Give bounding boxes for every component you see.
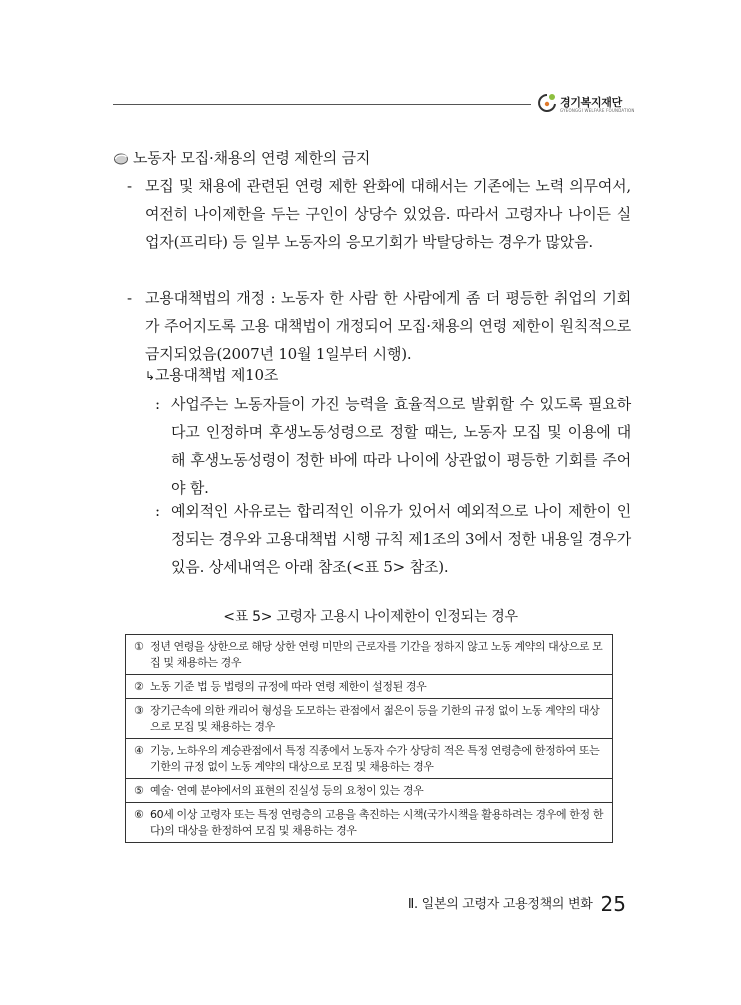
clause	[155, 497, 631, 581]
clause	[155, 390, 631, 502]
row-number: ⑤	[134, 784, 144, 797]
paragraph-text: 고용대책법의 개정 : 노동자 한 사람 한 사람에게 좀 더 평등한 취업의 기회가 주어지도록 고용 대책법이 개정되어 모집·채용의 연령 제한이 원칙적으로 금지되었음(2007년 10월 1일부터 시행).	[145, 289, 631, 363]
exceptions-table	[125, 634, 613, 843]
org-subtitle: GYEONGGI WELFARE FOUNDATION	[560, 108, 635, 113]
row-number: ①	[134, 640, 144, 653]
row-number: ②	[134, 680, 144, 693]
table-row	[126, 699, 612, 739]
table-row	[126, 803, 612, 842]
colon-marker: :	[155, 502, 160, 520]
dash-marker: -	[127, 177, 132, 195]
paragraph	[127, 284, 631, 368]
row-text: 정년 연령을 상한으로 해당 상한 연령 미만의 근로자를 기간을 정하지 않고 노동 계약의 대상으로 모집 및 채용하는 경우	[150, 640, 603, 669]
section-title	[113, 144, 633, 172]
subhead	[145, 361, 278, 390]
paragraph	[127, 172, 631, 256]
row-text: 기능, 노하우의 계승관점에서 특정 직종에서 노동자 수가 상당히 적은 특정 연령층에 한정하여 또는 기한의 규정 없이 노동 계약의 대상으로 모집 및 채용하는 경우	[150, 744, 600, 773]
page-footer	[408, 892, 626, 916]
row-text: 60세 이상 고령자 또는 특정 연령층의 고용을 촉진하는 시책(국가시책을 활용하려는 경우에 한정 한다)의 대상을 한정하여 모집 및 채용하는 경우	[150, 808, 604, 837]
table-row	[126, 739, 612, 779]
row-text: 예술· 연예 분야에서의 표현의 진실성 등의 요청이 있는 경우	[150, 784, 424, 797]
bullet-icon	[113, 151, 129, 165]
row-number: ⑥	[134, 808, 144, 821]
subhead-text: 고용대책법 제10조	[154, 366, 279, 384]
row-number: ④	[134, 744, 144, 757]
arrow-icon: ↳	[145, 369, 155, 383]
chapter-title: Ⅱ. 일본의 고령자 고용정책의 변화	[407, 897, 593, 912]
dash-marker: -	[127, 289, 132, 307]
clause-text: 사업주는 노동자들이 가진 능력을 효율적으로 발휘할 수 있도록 필요하다고 인정하며 후생노동성령으로 정할 때는, 노동자 모집 및 이용에 대해 후생노동성령이 정한 바에 따라 나이에 상관없이 평등한 기회를 주어야 함.	[171, 395, 631, 497]
paragraph-text: 모집 및 채용에 관련된 연령 제한 완화에 대해서는 기존에는 노력 의무여서, 여전히 나이제한을 두는 구인이 상당수 있었음. 따라서 고령자나 나이든 실업자(프리타) 등 일부 노동자의 응모기회가 박탈당하는 경우가 많았음.	[145, 177, 631, 251]
table-row	[126, 675, 612, 699]
org-logo-mark-icon	[536, 92, 558, 114]
row-number: ③	[134, 704, 144, 717]
table-caption: <표 5> 고령자 고용시 나이제한이 인정되는 경우	[223, 609, 518, 625]
colon-marker: :	[155, 395, 160, 413]
table-row	[126, 779, 612, 803]
section-title-text: 노동자 모집·채용의 연령 제한의 금지	[133, 149, 371, 167]
row-text: 노동 기준 법 등 법령의 규정에 따라 연령 제한이 설정된 경우	[150, 680, 427, 693]
org-name: 경기복지재단	[560, 96, 622, 109]
table-row	[126, 635, 612, 675]
page-number: 25	[600, 892, 626, 916]
header-rule	[113, 104, 531, 105]
row-text: 장기근속에 의한 캐리어 형성을 도모하는 관점에서 젊은이 등을 기한의 규정 없이 노동 계약의 대상으로 모집 및 채용하는 경우	[150, 704, 600, 733]
clause-text: 예외적인 사유로는 합리적인 이유가 있어서 예외적으로 나이 제한이 인정되는 경우와 고용대책법 시행 규칙 제1조의 3에서 정한 내용일 경우가 있음. 상세내역은 아래 참조(<표 5> 참조).	[171, 502, 631, 576]
org-logo	[536, 90, 646, 118]
